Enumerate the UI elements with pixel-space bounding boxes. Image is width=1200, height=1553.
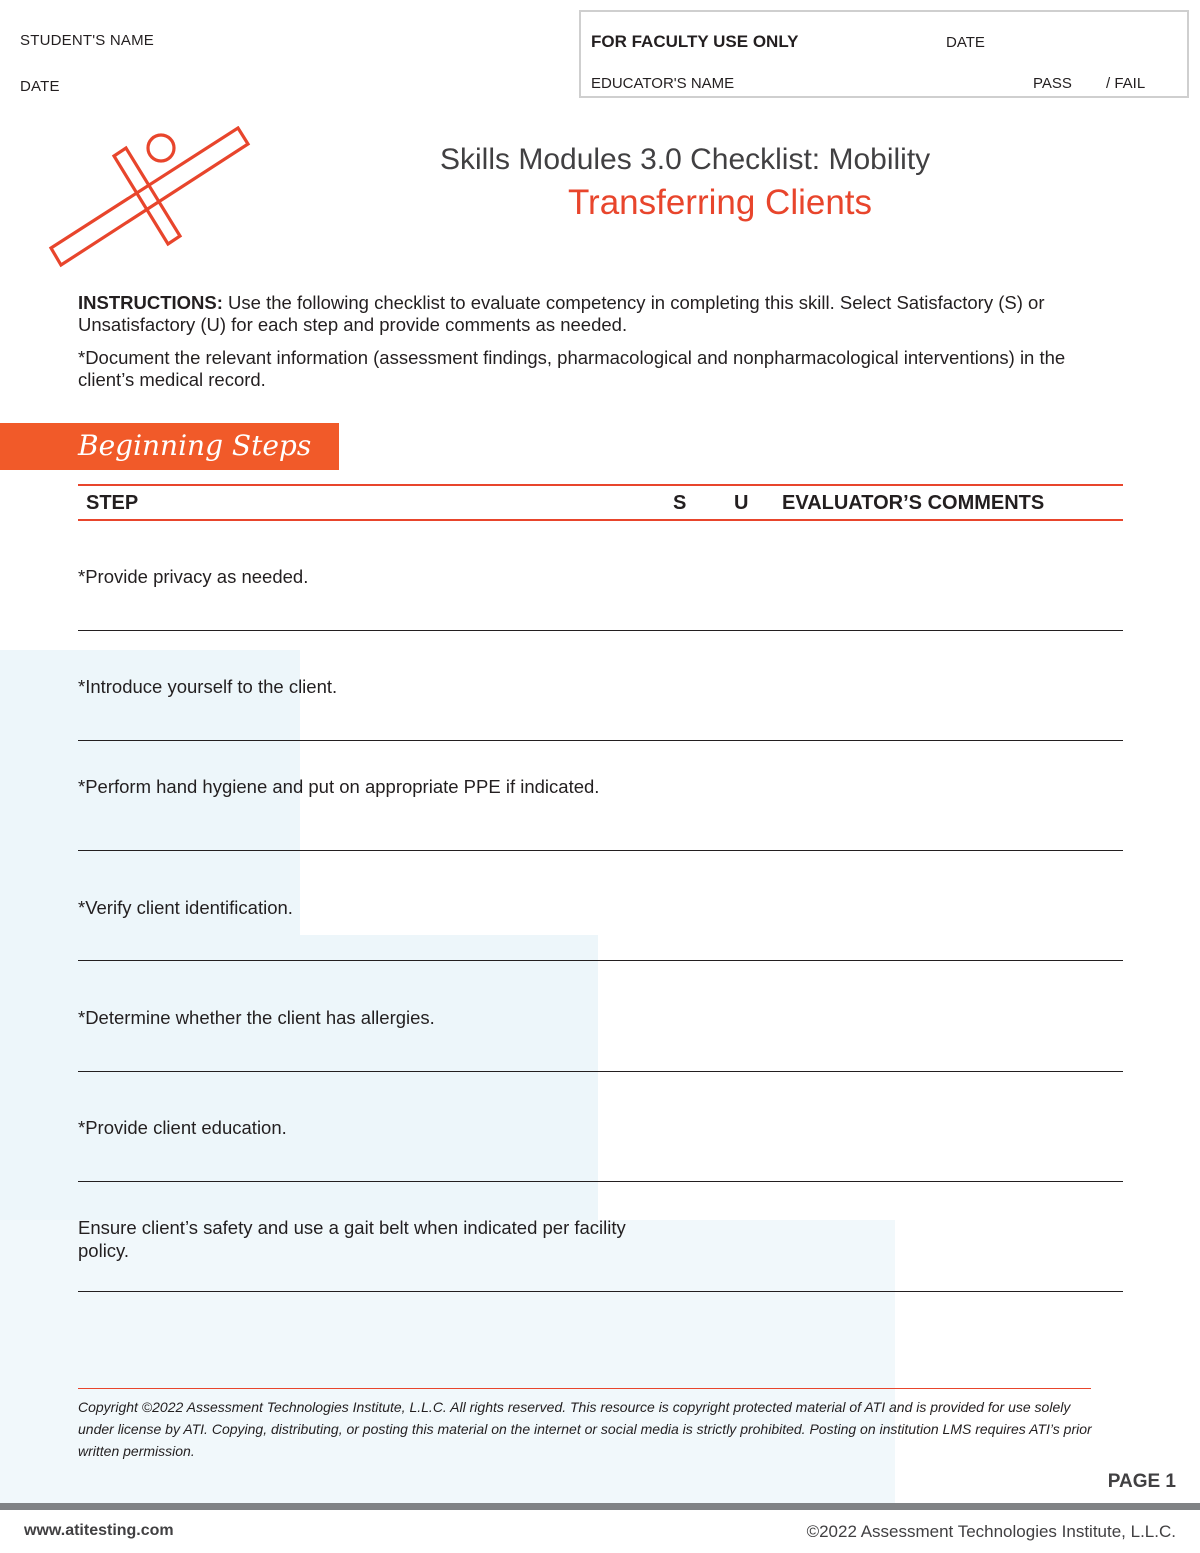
instructions-label: INSTRUCTIONS: <box>78 292 223 313</box>
copyright-divider <box>78 1388 1091 1389</box>
step-column-header: STEP <box>86 492 139 514</box>
step-text: Ensure client’s safety and use a gait belt when indicated per facility policy. <box>78 1217 626 1261</box>
unsatisfactory-column-header: U <box>734 492 749 514</box>
footer-copyright: ©2022 Assessment Technologies Institute, L.L.C. <box>806 1522 1176 1541</box>
copyright-notice: Copyright ©2022 Assessment Technologies Institute, L.L.C. All rights reserved. This resource is copyright protected material of ATI and is provided for use solely under license by ATI. Copying, distributing, or posting this material on the internet or social media is strictly prohibited. Posting on institution LMS requires ATI’s prior written permission. <box>78 1399 1092 1459</box>
section-title: Beginning Steps <box>78 429 312 462</box>
table-row <box>78 631 1123 741</box>
fail-label: / FAIL <box>1106 75 1146 92</box>
document-title: Skills Modules 3.0 Checklist: Mobility <box>440 143 931 176</box>
ati-figure-logo-icon <box>48 126 253 270</box>
step-text: *Introduce yourself to the client. <box>78 676 338 697</box>
step-text: *Verify client identification. <box>78 897 293 918</box>
checklist-table-header <box>78 484 1123 521</box>
step-text: *Determine whether the client has allergies. <box>78 1007 435 1028</box>
table-row <box>78 1182 1123 1292</box>
instructions-paragraph <box>78 292 1078 336</box>
table-row <box>78 1072 1123 1182</box>
faculty-date-label: DATE <box>946 34 985 51</box>
instructions-block <box>78 292 1078 402</box>
table-row <box>78 962 1123 1072</box>
document-subtitle: Transferring Clients <box>567 183 873 222</box>
instructions-text: Use the following checklist to evaluate competency in completing this skill. Select Satisfactory (S) or Unsatisfactory (U) for each step and provide comments as needed. <box>78 292 1045 335</box>
footer-bar <box>0 1503 1200 1510</box>
step-text: *Perform hand hygiene and put on appropriate PPE if indicated. <box>78 776 600 797</box>
educator-name-label: EDUCATOR'S NAME <box>591 75 735 92</box>
table-row <box>78 521 1123 631</box>
pass-label: PASS <box>1033 75 1072 92</box>
faculty-use-box <box>579 10 1189 98</box>
step-text: *Provide client education. <box>78 1117 287 1138</box>
table-row <box>78 741 1123 851</box>
documentation-note: *Document the relevant information (assessment findings, pharmacological and nonpharmacological interventions) in the client’s medical record. <box>78 347 1066 390</box>
comments-column-header: EVALUATOR’S COMMENTS <box>782 492 1045 514</box>
satisfactory-column-header: S <box>673 492 687 514</box>
student-date-label: DATE <box>20 78 60 95</box>
student-name-label: STUDENT'S NAME <box>20 32 155 49</box>
page-number: PAGE 1 <box>1107 1471 1176 1492</box>
table-row <box>78 851 1123 961</box>
website-link[interactable]: www.atitesting.com <box>24 1522 174 1539</box>
faculty-box-title: FOR FACULTY USE ONLY <box>591 32 799 51</box>
step-text: *Provide privacy as needed. <box>78 566 309 587</box>
section-banner <box>0 423 339 470</box>
